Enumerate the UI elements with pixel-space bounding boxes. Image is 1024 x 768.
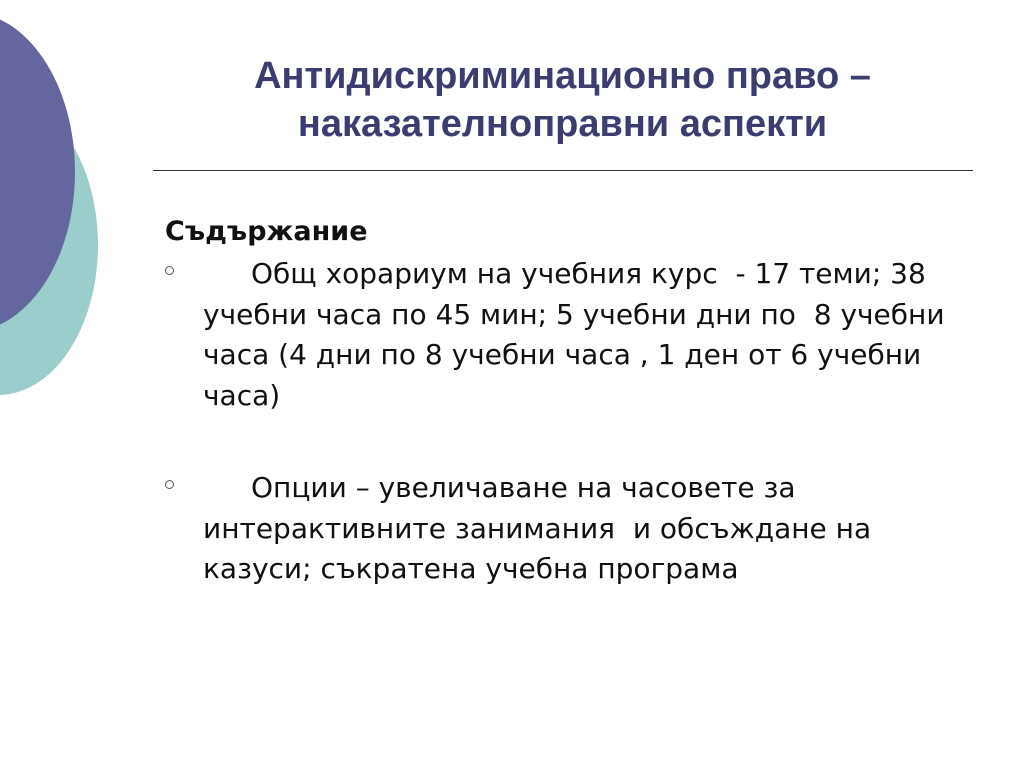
hollow-circle-icon [165,266,174,275]
title-line-1: Антидискриминационно право – [254,55,871,97]
bullet-text: Общ хорариум на учебния курс - 17 теми; 38 учебни часа по 45 мин; 5 учебни дни по 8 учебни часа (4 дни по 8 учебни часа , 1 ден от 6 учебни часа) [203,257,954,412]
title-line-2: наказателноправни аспекти [297,103,828,145]
hollow-circle-icon [165,480,174,489]
bullet-item [165,468,965,590]
content-heading: Съдържание [165,216,368,247]
slide-title [150,52,975,148]
bullet-item [165,254,965,416]
bullet-text: Опции – увеличаване на часовете за интерактивните занимания и обсъждане на казуси; съкратена учебна програма [203,471,881,585]
slide-body [165,212,965,590]
title-divider [153,170,973,171]
